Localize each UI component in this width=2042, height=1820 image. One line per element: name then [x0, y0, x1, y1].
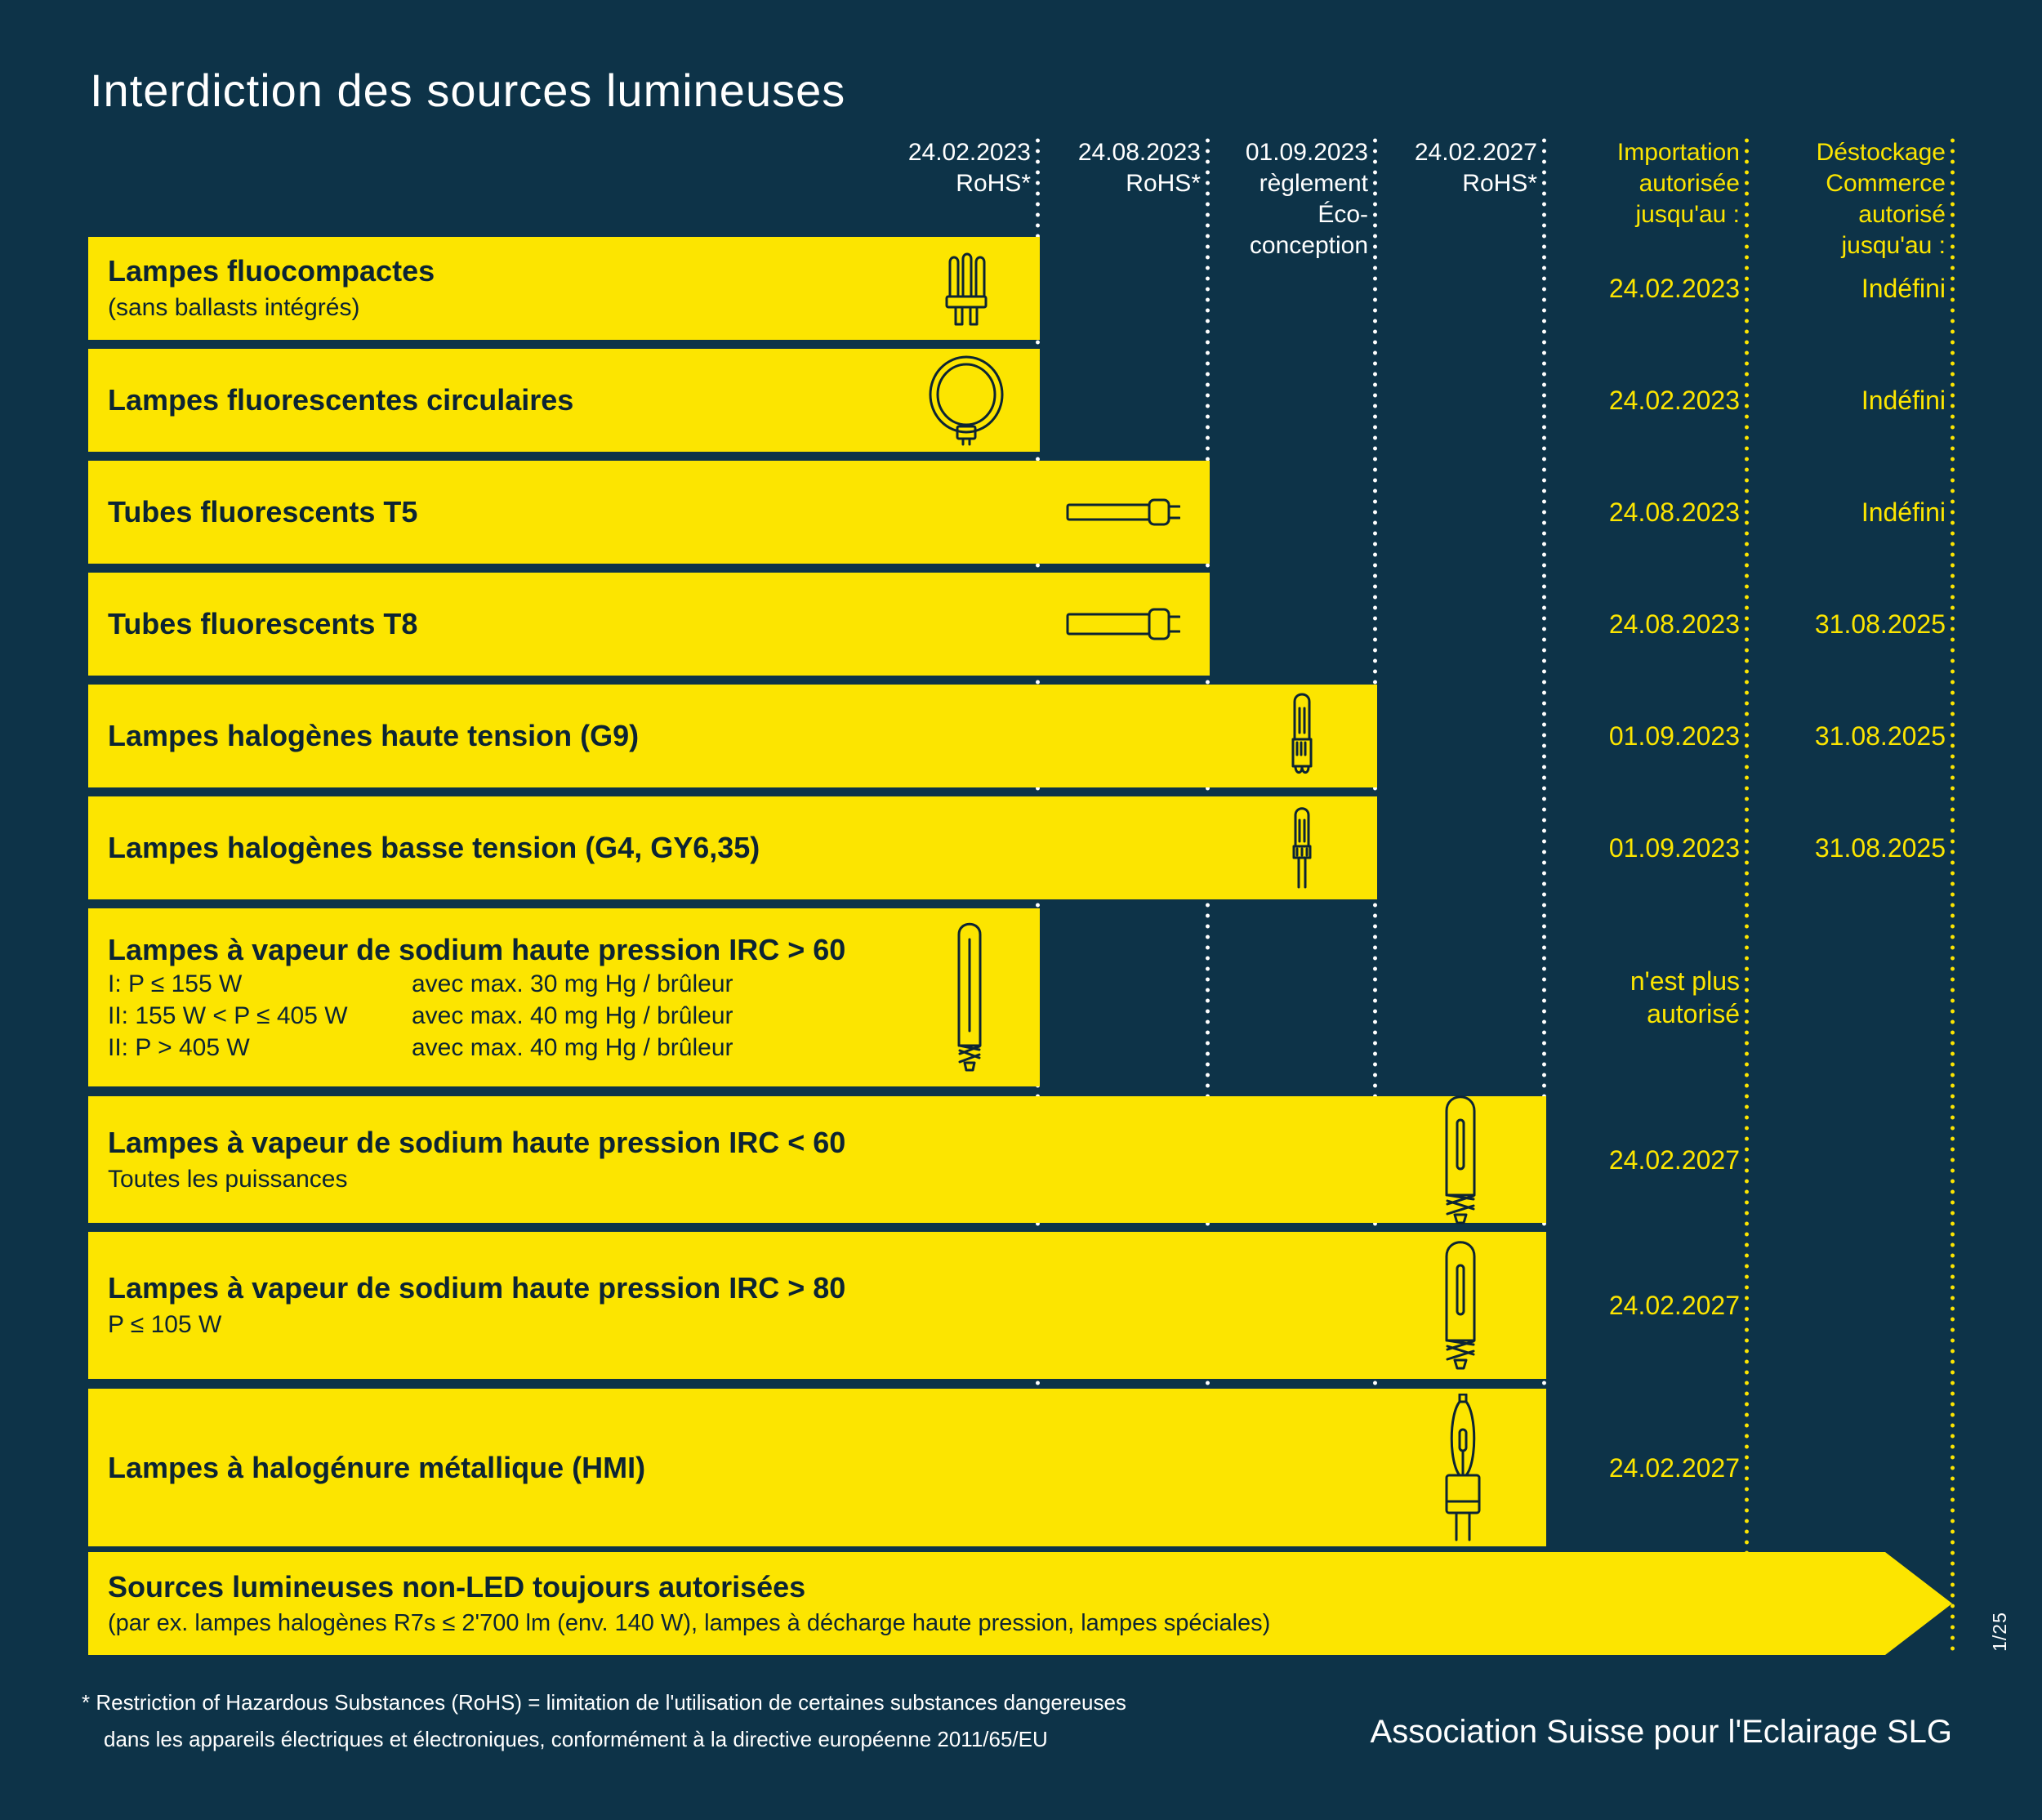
import-until-line: 24.02.2023 — [1608, 386, 1740, 415]
page-title: Interdiction des sources lumineuses — [90, 65, 846, 116]
detail-spec: avec max. 40 mg Hg / brûleur — [412, 1033, 733, 1061]
column-header-line: jusqu'au : — [1841, 232, 1946, 259]
sell-until-value-row-1 — [1861, 237, 1946, 340]
lamp-row-title: Lampes à vapeur de sodium haute pression IRC > 80 — [108, 1271, 846, 1305]
import-until-value-row-7 — [1630, 908, 1740, 1086]
sell-until-line: Indéfini — [1861, 497, 1946, 527]
lamp-row-bar-6 — [88, 796, 1377, 899]
import-until-line: autorisé — [1647, 999, 1740, 1028]
import-until-line: 24.02.2027 — [1608, 1144, 1740, 1175]
column-header-line: Déstockage — [1816, 139, 1946, 166]
page-indicator — [1967, 1603, 2032, 1660]
import-until-value-row-10 — [1609, 1389, 1740, 1546]
footnote-line-1: * Restriction of Hazardous Substances (RoHS) = limitation de l'utilisation de certaines substances dangereuses — [82, 1690, 1126, 1715]
sodium-ovoid-lamp-icon — [1442, 1239, 1479, 1372]
lamp-row-detail-line — [108, 968, 733, 1000]
lamp-row-bar-4 — [88, 573, 1210, 676]
detail-condition: II: P > 405 W — [108, 1033, 250, 1061]
hmi-lamp-icon — [1438, 1394, 1487, 1542]
lamp-row-title: Lampes halogènes basse tension (G4, GY6,35) — [108, 831, 760, 864]
lamp-row-subtitle: P ≤ 105 W — [108, 1311, 222, 1338]
import-until-value-row-4 — [1609, 573, 1740, 676]
column-header-line: conception — [1249, 232, 1368, 259]
always-allowed-banner — [108, 1552, 1270, 1655]
import-until-line: 01.09.2023 — [1608, 833, 1740, 863]
column-header-line: 01.09.2023 — [1245, 139, 1368, 166]
column-header-line: Éco- — [1317, 201, 1368, 228]
column-header-line: RoHS* — [1462, 170, 1537, 197]
sell-until-line: Indéfini — [1861, 386, 1946, 415]
lamp-row-bar-10 — [88, 1389, 1546, 1546]
column-header-line: Importation — [1616, 139, 1740, 166]
rohs-footnote — [82, 1684, 1126, 1758]
column-header-line: 24.02.2023 — [907, 139, 1031, 166]
column-header-line: 24.08.2023 — [1077, 139, 1201, 166]
lamp-row-bar-1 — [88, 237, 1040, 340]
import-until-value-row-1 — [1609, 237, 1740, 340]
lamp-row-title: Lampes fluocompactes — [108, 254, 435, 288]
import-until-line: 24.08.2023 — [1608, 609, 1740, 639]
import-until-value-row-3 — [1609, 461, 1740, 564]
lamp-row-bar-5 — [88, 685, 1377, 787]
column-header-line: RoHS* — [1126, 170, 1201, 197]
lamp-row-title: Lampes à halogénure métallique (HMI) — [108, 1450, 646, 1484]
sell-until-line: 31.08.2025 — [1814, 721, 1946, 751]
detail-condition: II: 155 W < P ≤ 405 W — [108, 1001, 348, 1029]
lamp-row-bar-2 — [88, 349, 1040, 452]
lamp-row-title: Lampes à vapeur de sodium haute pression IRC > 60 — [108, 932, 846, 966]
detail-spec: avec max. 30 mg Hg / brûleur — [412, 970, 733, 997]
lamp-row-bar-8 — [88, 1096, 1546, 1223]
import-until-value-row-9 — [1609, 1232, 1740, 1379]
lamp-row-bar-9 — [88, 1232, 1546, 1379]
detail-condition: I: P ≤ 155 W — [108, 970, 243, 997]
banner-subtitle: (par ex. lampes halogènes R7s ≤ 2'700 lm (env. 140 W), lampes à décharge haute pression, lampes spéciales) — [108, 1610, 1271, 1636]
footnote-line-2: dans les appareils électriques et électroniques, conformément à la directive européenne 2011/65/EU — [104, 1727, 1048, 1751]
banner-title: Sources lumineuses non-LED toujours autorisées — [108, 1570, 806, 1604]
lamp-row-title: Lampes halogènes haute tension (G9) — [108, 719, 640, 752]
halogen-g4-lamp-icon — [1287, 804, 1317, 892]
sell-until-value-row-6 — [1815, 796, 1946, 899]
import-until-line: 01.09.2023 — [1608, 721, 1740, 751]
sell-column-gridline — [1951, 137, 1955, 1654]
import-until-line: 24.02.2027 — [1608, 1452, 1740, 1483]
column-header-line: 24.02.2027 — [1414, 139, 1537, 166]
column-header-line: règlement — [1259, 170, 1368, 197]
tube-t5-lamp-icon — [1066, 494, 1180, 530]
lamp-row-detail-line — [108, 1000, 733, 1032]
cfl-lamp-icon — [943, 249, 989, 328]
page-indicator-text: 1/25 — [1988, 1611, 2010, 1652]
lamp-row-subtitle: Toutes les puissances — [108, 1165, 348, 1193]
lamp-row-detail-line — [108, 1032, 733, 1064]
import-until-line: 24.02.2023 — [1608, 274, 1740, 303]
sell-until-value-row-4 — [1815, 573, 1946, 676]
lamp-row-bar-3 — [88, 461, 1210, 564]
import-until-line: 24.08.2023 — [1608, 497, 1740, 527]
lamp-row-title: Tubes fluorescents T5 — [108, 495, 418, 529]
import-until-value-row-2 — [1609, 349, 1740, 452]
attribution: Association Suisse pour l'Eclairage SLG — [1370, 1714, 1952, 1750]
import-until-value-row-8 — [1609, 1096, 1740, 1223]
sell-until-line: 31.08.2025 — [1814, 833, 1946, 863]
lamp-row-title: Tubes fluorescents T8 — [108, 607, 418, 640]
circline-lamp-icon — [927, 355, 1005, 446]
import-until-line: n'est plus — [1630, 966, 1740, 996]
sell-until-value-row-5 — [1815, 685, 1946, 787]
column-header-line: autorisé — [1858, 201, 1946, 228]
sodium-ovoid-lamp-icon — [1442, 1094, 1479, 1226]
sell-until-value-row-3 — [1861, 461, 1946, 564]
sell-until-line: 31.08.2025 — [1814, 609, 1946, 639]
column-header-line: Commerce — [1826, 170, 1946, 197]
detail-spec: avec max. 40 mg Hg / brûleur — [412, 1001, 733, 1029]
lamp-row-subtitle: (sans ballasts intégrés) — [108, 294, 360, 321]
halogen-g9-lamp-icon — [1286, 690, 1318, 782]
lamp-row-title: Lampes fluorescentes circulaires — [108, 383, 574, 417]
sell-until-value-row-2 — [1861, 349, 1946, 452]
lamp-row-bar-7 — [88, 908, 1040, 1086]
sodium-tubular-lamp-icon — [953, 921, 986, 1073]
import-until-value-row-6 — [1609, 796, 1740, 899]
lamp-row-title: Lampes à vapeur de sodium haute pression IRC < 60 — [108, 1125, 846, 1159]
tube-t8-lamp-icon — [1066, 606, 1180, 642]
import-column-gridline — [1745, 137, 1749, 1654]
column-header-line: jusqu'au : — [1635, 201, 1740, 228]
import-until-value-row-5 — [1609, 685, 1740, 787]
import-until-line: 24.02.2027 — [1608, 1291, 1740, 1320]
sell-until-line: Indéfini — [1861, 274, 1946, 303]
column-header-line: autorisée — [1639, 170, 1740, 197]
column-header-line: RoHS* — [956, 170, 1031, 197]
